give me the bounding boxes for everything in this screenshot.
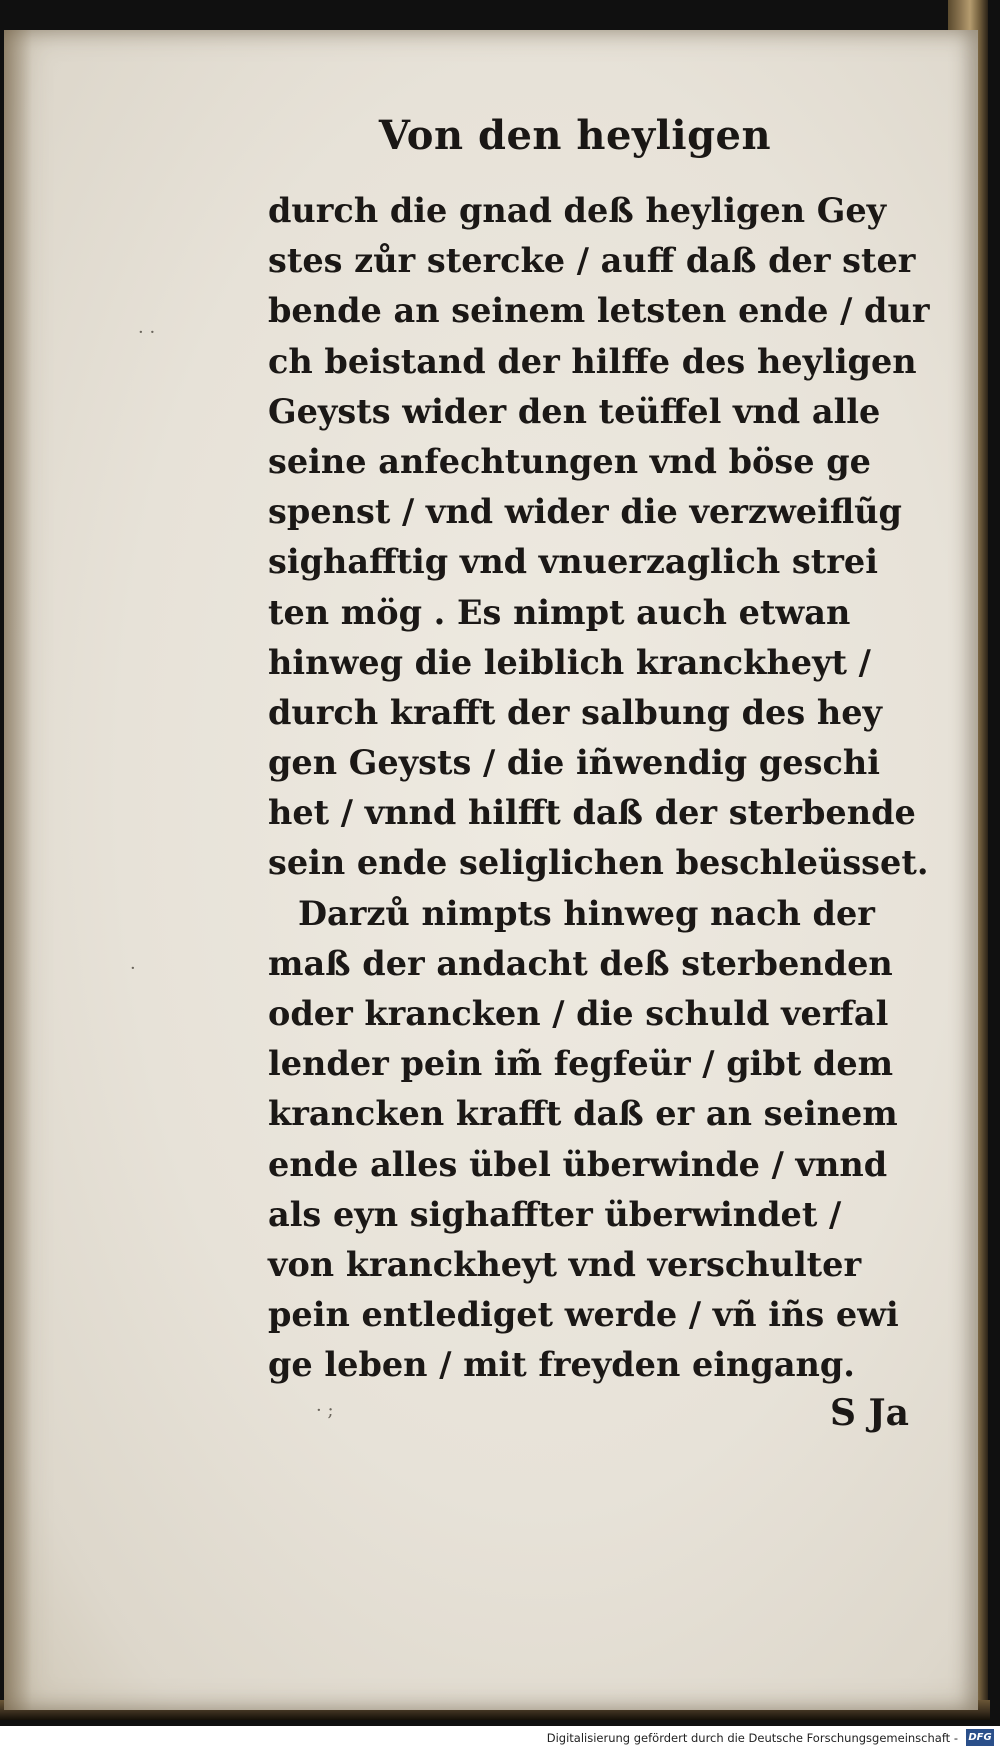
text-line: maß der andacht deß sterbenden [268,943,893,983]
text-line: spenst / vnd wider die verzweiflũg [268,492,902,532]
text-line: als eyn sighaffter überwindet / [268,1194,842,1234]
stray-ink-mark: · [130,958,136,979]
text-line: durch krafft der salbung des hey [268,692,883,732]
text-line: het / vnnd hilfft daß der sterbende [268,793,916,833]
text-line: von kranckheyt vnd verschulter [268,1244,862,1284]
text-line: krancken krafft daß er an seinem [268,1094,898,1134]
text-line: sighafftig vnd vnuerzaglich strei [268,542,878,582]
text-line: stes zůr stercke / auff daß der ster [268,241,916,281]
text-line: bende an seinem letsten ende / dur [268,291,930,331]
text-line: Geysts wider den teüffel vnd alle [268,391,881,431]
text-line: ch beistand der hilffe des heyligen [268,341,917,381]
page-gutter-shadow [4,30,32,1710]
dfg-logo-icon: DFG [966,1729,994,1746]
text-line: hinweg die leiblich kranckheyt / [268,642,871,682]
text-line: ende alles übel überwinde / vnnd [268,1144,888,1184]
stray-ink-mark: · · [138,322,156,343]
body-text [268,186,958,1391]
text-line: ten mög . Es nimpt auch etwan [268,592,851,632]
text-line: durch die gnad deß heyligen Gey [268,191,887,230]
text-line: pein entlediget werde / vñ iñs ewi [268,1295,899,1335]
digitization-credit: Digitalisierung gefördert durch die Deutsche Forschungsgemeinschaft - [546,1731,958,1745]
text-line: lender pein im̃ fegfeür / gibt dem [268,1044,894,1084]
running-head: Von den heyligen [378,112,772,159]
stray-ink-mark: · ; [316,1400,334,1421]
text-line: sein ende seliglichen beschleüsset. [268,843,929,883]
catchword: S Ja [830,1392,909,1434]
text-line: Darzů nimpts hinweg nach der [298,893,875,933]
text-line: oder krancken / die schuld verfal [268,994,889,1033]
text-line: ge leben / mit freyden eingang. [268,1345,855,1385]
text-line: seine anfechtungen vnd böse ge [268,441,871,481]
text-line: gen Geysts / die iñwendig geschi [268,743,880,783]
